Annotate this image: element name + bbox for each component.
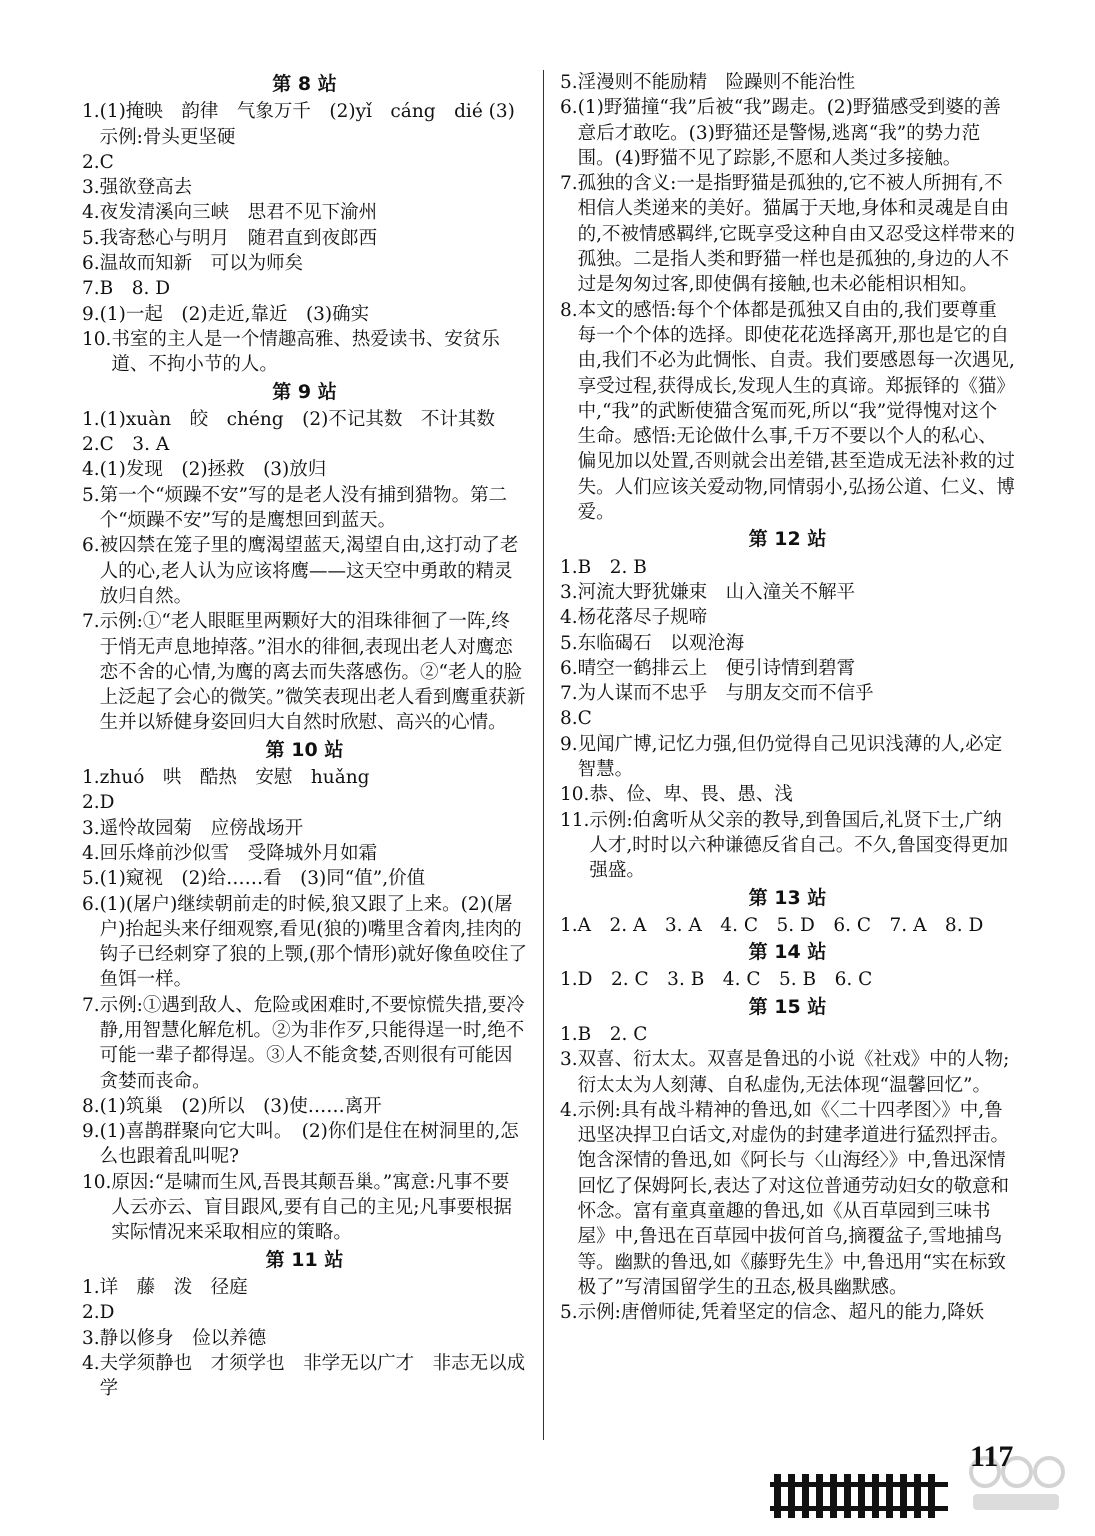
answer-text: (1)窥视 (2)给……看 (3)同“值”,价值 xyxy=(99,868,426,890)
answer-item xyxy=(560,681,1015,706)
answer-number: 2. xyxy=(82,151,100,173)
right-column xyxy=(560,70,1015,1326)
answer-text: 第一个“烦躁不安”写的是老人没有捕到猎物。第二个“烦躁不安”写的是鹰想回到蓝天。 xyxy=(99,484,508,532)
answer-text: 遥怜故园菊 应傍战场开 xyxy=(99,817,304,839)
answer-number: 7. xyxy=(82,611,100,633)
answer-text: B 2. C xyxy=(577,1023,648,1045)
answer-item xyxy=(82,1119,527,1170)
answer-item xyxy=(82,276,527,301)
answer-number: 1. xyxy=(560,914,578,936)
answer-item xyxy=(560,605,1015,630)
answer-item xyxy=(82,457,527,482)
section-heading: 第 14 站 xyxy=(748,941,827,964)
answer-item xyxy=(82,841,527,866)
answer-item xyxy=(560,913,1015,938)
answer-number: 1. xyxy=(82,767,100,789)
answer-item xyxy=(82,1351,527,1402)
answer-text: 见闻广博,记忆力强,但仍觉得自己见识浅薄的人,必定智慧。 xyxy=(577,733,1003,781)
answer-number: 9. xyxy=(560,733,578,755)
answer-text: 我寄愁心与明月 随君直到夜郎西 xyxy=(99,227,378,249)
answer-item xyxy=(560,732,1015,783)
answer-number: 7. xyxy=(82,278,100,300)
answer-text: (1)筑巢 (2)所以 (3)使……离开 xyxy=(99,1095,382,1117)
answer-number: 6. xyxy=(82,253,100,275)
page-footer xyxy=(770,1440,1030,1520)
answer-item xyxy=(560,656,1015,681)
answer-number: 2. xyxy=(82,1302,100,1324)
answer-item xyxy=(560,171,1015,297)
answer-number: 4. xyxy=(560,1099,578,1121)
answer-text: 被囚禁在笼子里的鹰渴望蓝天,渴望自由,这打动了老人的心,老人认为应该将鹰——这天空中勇敢的精灵放归自然。 xyxy=(99,535,519,607)
answer-number: 1. xyxy=(560,969,578,991)
answer-item xyxy=(560,1300,1015,1325)
answer-number: 10. xyxy=(82,328,112,350)
answer-number: 5. xyxy=(560,1302,578,1324)
answer-number: 10. xyxy=(560,784,590,806)
answer-number: 4. xyxy=(82,842,100,864)
answer-text: (1)掩映 韵律 气象万千 (2)yǐ cáng dié (3)示例:骨头更坚硬 xyxy=(99,101,515,148)
answer-text: 示例:①“老人眼眶里两颗好大的泪珠徘徊了一阵,终于悄无声息地掉落。”泪水的徘徊,表现出老人对鹰恋恋不舍的心情,为鹰的离去而失落感伤。②“老人的脸上泛起了会心的微笑。”微笑表现出老人看到鹰重获新生并以矫健身姿回归大自然时欣慰、高兴的心情。 xyxy=(99,611,526,734)
answer-item xyxy=(82,1275,527,1300)
answer-item xyxy=(82,302,527,327)
railway-track-decoration xyxy=(770,1470,948,1520)
answer-number: 3. xyxy=(560,1049,578,1071)
answer-item xyxy=(82,993,527,1094)
answer-item xyxy=(82,175,527,200)
section-heading: 第 12 站 xyxy=(748,528,827,551)
answer-item xyxy=(560,1022,1015,1047)
answer-item xyxy=(82,533,527,609)
answer-number: 9. xyxy=(82,303,100,325)
answer-text: 强欲登高去 xyxy=(99,177,193,199)
answer-text: D xyxy=(99,1302,115,1324)
answer-number: 3. xyxy=(82,817,100,839)
answer-text: 双喜、衍太太。双喜是鲁迅的小说《社戏》中的人物;衍太太为人刻薄、自私虚伪,无法体现“温馨回忆”。 xyxy=(577,1049,1010,1096)
answer-number: 1. xyxy=(82,1276,100,1298)
answer-text: zhuó 哄 酷热 安慰 huǎng xyxy=(99,767,370,789)
answer-item xyxy=(82,99,527,150)
answer-number: 6. xyxy=(560,97,578,119)
answer-number: 8. xyxy=(560,299,578,321)
answer-text: C xyxy=(577,708,592,730)
answer-number: 4. xyxy=(82,459,100,481)
answer-item xyxy=(560,631,1015,656)
answer-text: 夜发清溪向三峡 思君不见下渝州 xyxy=(99,202,378,224)
answer-text: (1)xuàn 皎 chéng (2)不记其数 不计其数 xyxy=(99,408,495,430)
answer-text: C 3. A xyxy=(99,434,170,456)
answer-number: 3. xyxy=(82,177,100,199)
answer-text: 示例:唐僧师徒,凭着坚定的信念、超凡的能力,降妖 xyxy=(577,1302,985,1324)
answer-number: 4. xyxy=(560,607,578,629)
answer-item xyxy=(82,327,527,378)
answer-item xyxy=(560,1047,1015,1098)
answer-item xyxy=(82,1094,527,1119)
answer-text: (1)一起 (2)走近,靠近 (3)确实 xyxy=(99,303,370,325)
answer-number: 8. xyxy=(82,1095,100,1117)
answer-number: 1. xyxy=(560,556,578,578)
answer-item xyxy=(82,765,527,790)
answer-item xyxy=(560,967,1015,992)
answer-item xyxy=(560,555,1015,580)
answer-item xyxy=(560,808,1015,884)
answer-number: 5. xyxy=(82,868,100,890)
answer-text: 示例:①遇到敌人、危险或困难时,不要惊慌失措,要冷静,用智慧化解危机。②为非作歹,只能得逞一时,绝不可能一辈子都得逞。③人不能贪婪,否则很有可能因贪婪而丧命。 xyxy=(99,994,525,1092)
answer-text: (1)喜鹊群聚向它大叫。 (2)你们是住在树洞里的,怎么也跟着乱叫呢? xyxy=(99,1121,519,1168)
answer-text: 本文的感悟:每个个体都是孤独又自由的,我们要尊重每一个个体的选择。即使花花选择离开,那也是它的自由,我们不必为此惆怅、自责。我们要感恩每一次遇见,享受过程,获得成长,发现人生的真谛。郑振铎的《猫》中,“我”的武断使猫含冤而死,所以“我”觉得愧对这个生命。感悟:无论做什么事,千万不要以个人的私心、偏见加以处置,否则就会出差错,甚至造成无法补救的过失。人们应该关爱动物,同情弱小,弘扬公道、仁义、博爱。 xyxy=(577,299,1015,524)
answer-number: 5. xyxy=(560,72,578,93)
answer-number: 4. xyxy=(82,1352,100,1374)
answer-item xyxy=(82,790,527,815)
answer-text: (1)(屠户)继续朝前走的时候,狼又跟了上来。(2)(屠户)抬起头来仔细观察,看见(狼的)嘴里含着肉,挂肉的钩子已经刺穿了狼的上颚,(那个情形)就好像鱼咬住了鱼饵一样。 xyxy=(99,893,527,991)
answer-number: 4. xyxy=(82,202,100,224)
answer-text: 回乐烽前沙似雪 受降城外月如霜 xyxy=(99,842,378,864)
answer-text: 河流大野犹嫌束 山入潼关不解平 xyxy=(577,581,856,603)
answer-number: 6. xyxy=(560,657,578,679)
answer-text: 温故而知新 可以为师矣 xyxy=(99,253,304,275)
answer-text: 孤独的含义:一是指野猫是孤独的,它不被人所拥有,不相信人类递来的美好。猫属于天地,身体和灵魂是自由的,不被情感羁绊,它既享受这种自由又忍受这样带来的孤独。二是指人类和野猫一样也是孤独的,身边的人不过是匆匆过客,即使偶有接触,也未必能相识相知。 xyxy=(577,173,1015,296)
answer-text: A 2. A 3. A 4. C 5. D 6. C 7. A 8. D xyxy=(577,914,984,936)
answer-item xyxy=(82,892,527,993)
answer-item xyxy=(82,251,527,276)
answer-text: C xyxy=(99,151,114,173)
section-heading: 第 10 站 xyxy=(265,738,344,761)
answer-text: D xyxy=(99,792,115,814)
answer-item xyxy=(82,407,527,432)
answer-item xyxy=(560,70,1015,95)
answer-text: 淫漫则不能励精 险躁则不能治性 xyxy=(577,72,856,93)
answer-item xyxy=(560,95,1015,171)
left-column xyxy=(82,70,527,1401)
answer-item xyxy=(82,1300,527,1325)
answer-number: 6. xyxy=(82,535,100,557)
answer-text: 为人谋而不忠乎 与朋友交而不信乎 xyxy=(577,683,874,705)
answer-text: 静以修身 俭以养德 xyxy=(99,1327,267,1349)
answer-text: (1)发现 (2)拯救 (3)放归 xyxy=(99,459,327,481)
answer-item xyxy=(560,298,1015,526)
answer-text: B 2. B xyxy=(577,556,647,578)
page-number: 117 xyxy=(970,1440,1014,1473)
answer-item xyxy=(560,1098,1015,1300)
column-divider xyxy=(543,70,544,1440)
answer-item xyxy=(82,200,527,225)
section-heading: 第 15 站 xyxy=(748,995,827,1018)
answer-text: 书室的主人是一个情趣高雅、热爱读书、安贫乐道、不拘小节的人。 xyxy=(111,328,500,376)
answer-number: 3. xyxy=(560,581,578,603)
answer-number: 6. xyxy=(82,893,100,915)
answer-text: 晴空一鹤排云上 便引诗情到碧霄 xyxy=(577,657,856,679)
answer-number: 9. xyxy=(82,1121,100,1143)
answer-number: 1. xyxy=(82,101,100,123)
answer-number: 7. xyxy=(82,994,100,1016)
answer-text: D 2. C 3. B 4. C 5. B 6. C xyxy=(577,969,873,991)
answer-item xyxy=(560,706,1015,731)
answer-number: 10. xyxy=(82,1171,112,1193)
answer-text: 示例:伯禽听从父亲的教导,到鲁国后,礼贤下士,广纳人才,时时以六种谦德反省自己。不久,鲁国变得更加强盛。 xyxy=(589,809,1009,882)
answer-item xyxy=(82,1170,527,1246)
answer-item xyxy=(82,816,527,841)
answer-item xyxy=(560,580,1015,605)
answer-number: 2. xyxy=(82,792,100,814)
answer-number: 1. xyxy=(82,408,100,430)
answer-number: 1. xyxy=(560,1023,578,1045)
answer-text: 示例:具有战斗精神的鲁迅,如《〈二十四孝图〉》中,鲁迅坚决捍卫白话文,对虚伪的封建孝道进行猛烈抨击。饱含深情的鲁迅,如《阿长与〈山海经〉》中,鲁迅深情回忆了保姆阿长,表达了对这位普通劳动妇女的敬意和怀念。富有童真童趣的鲁迅,如《从百草园到三味书屋》中,鲁迅在百草园中拔何首乌,摘覆盆子,雪地捕鸟等。幽默的鲁迅,如《藤野先生》中,鲁迅用“实在标致极了”写清国留学生的丑态,极具幽默感。 xyxy=(577,1099,1010,1298)
answer-item xyxy=(82,226,527,251)
answer-text: 详 藤 泼 径庭 xyxy=(99,1276,248,1298)
section-heading: 第 8 站 xyxy=(272,73,337,95)
answer-item xyxy=(82,1326,527,1351)
section-heading: 第 11 站 xyxy=(265,1248,344,1271)
answer-text: 杨花落尽子规啼 xyxy=(577,607,708,629)
answer-number: 11. xyxy=(560,809,590,831)
answer-item xyxy=(82,609,527,735)
answer-item xyxy=(82,432,527,457)
answer-number: 8. xyxy=(560,708,578,730)
answer-text: 原因:“是啸而生风,吾畏其颠吾巢。”寓意:凡事不要人云亦云、盲目跟风,要有自己的主见;凡事要根据实际情况来采取相应的策略。 xyxy=(111,1171,513,1244)
answer-text: (1)野猫撞“我”后被“我”踢走。(2)野猫感受到婆的善意后才敢吃。(3)野猫还是警惕,逃离“我”的势力范围。(4)野猫不见了踪影,不愿和人类过多接触。 xyxy=(577,97,1001,169)
answer-text: 恭、俭、卑、畏、愚、浅 xyxy=(589,784,793,806)
answer-number: 5. xyxy=(560,632,578,654)
answer-number: 3. xyxy=(82,1327,100,1349)
answer-item xyxy=(560,782,1015,807)
answer-text: 东临碣石 以观沧海 xyxy=(577,632,745,654)
answer-item xyxy=(82,483,527,534)
answer-number: 5. xyxy=(82,227,100,249)
answer-item xyxy=(82,150,527,175)
answer-item xyxy=(82,866,527,891)
section-heading: 第 13 站 xyxy=(748,886,827,909)
answer-text: 夫学须静也 才须学也 非学无以广才 非志无以成学 xyxy=(99,1352,526,1400)
answer-number: 7. xyxy=(560,173,578,195)
answer-text: B 8. D xyxy=(99,278,171,300)
section-heading: 第 9 站 xyxy=(272,380,337,403)
answer-number: 7. xyxy=(560,683,578,705)
answer-number: 5. xyxy=(82,484,100,506)
answer-number: 2. xyxy=(82,434,100,456)
